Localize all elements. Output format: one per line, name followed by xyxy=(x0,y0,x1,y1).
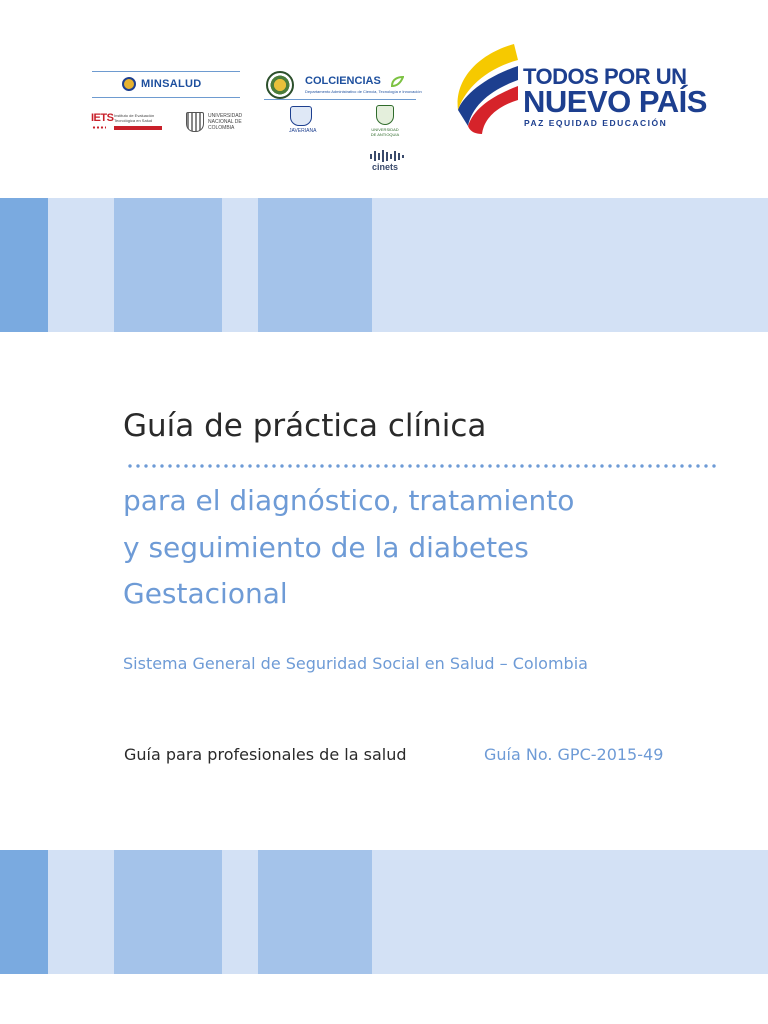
colciencias-leaf-icon xyxy=(390,73,404,85)
document-title: Guía de práctica clínica xyxy=(123,408,487,444)
top-color-band xyxy=(0,198,768,332)
dotted-divider xyxy=(126,463,716,469)
iets-logo-text: IETS xyxy=(91,112,114,124)
guide-number-label: Guía No. GPC-2015-49 xyxy=(484,745,664,764)
document-subtitle-line2: y seguimiento de la diabetes xyxy=(123,531,529,564)
colombia-flag-swoosh-icon xyxy=(448,40,520,136)
colciencias-subtitle: Departamento Administrativo de Ciencia, Tecnología e Innovación xyxy=(305,89,422,94)
document-subtitle-line1: para el diagnóstico, tratamiento xyxy=(123,484,575,517)
bottom-color-band xyxy=(0,850,768,974)
health-system-label: Sistema General de Seguridad Social en Salud – Colombia xyxy=(123,654,588,673)
logo-divider xyxy=(264,99,416,100)
gov-slogan-line2: NUEVO PAÍS xyxy=(523,84,707,119)
iets-red-bar xyxy=(114,126,162,130)
gov-slogan-line1: TODOS POR UN xyxy=(523,64,687,89)
cinets-logo-text: cinets xyxy=(372,162,399,172)
minsalud-logo-text: MINSALUD xyxy=(141,78,202,90)
javeriana-crest-icon xyxy=(290,106,312,126)
antioquia-crest-icon xyxy=(376,105,394,125)
gov-slogan-line3: PAZ EQUIDAD EDUCACIÓN xyxy=(524,118,668,128)
audience-label: Guía para profesionales de la salud xyxy=(124,745,407,764)
antioquia-logo-text: UNIVERSIDAD DE ANTIOQUIA xyxy=(370,127,400,137)
javeriana-logo-text: JAVERIANA xyxy=(289,128,317,134)
iets-dots-icon xyxy=(92,126,106,129)
logo-divider xyxy=(92,71,240,72)
unal-shield-icon xyxy=(186,112,204,132)
logo-divider xyxy=(92,97,240,98)
colciencias-logo-text: COLCIENCIAS xyxy=(305,75,381,87)
colciencias-emblem-icon xyxy=(266,71,294,99)
minsalud-emblem-icon xyxy=(122,77,136,91)
iets-subtitle: Instituto de Evaluación Tecnológica en Salud xyxy=(114,113,155,123)
unal-logo-text: UNIVERSIDAD NACIONAL DE COLOMBIA xyxy=(208,113,243,131)
cinets-wave-icon xyxy=(369,148,407,162)
document-subtitle-line3: Gestacional xyxy=(123,577,288,610)
